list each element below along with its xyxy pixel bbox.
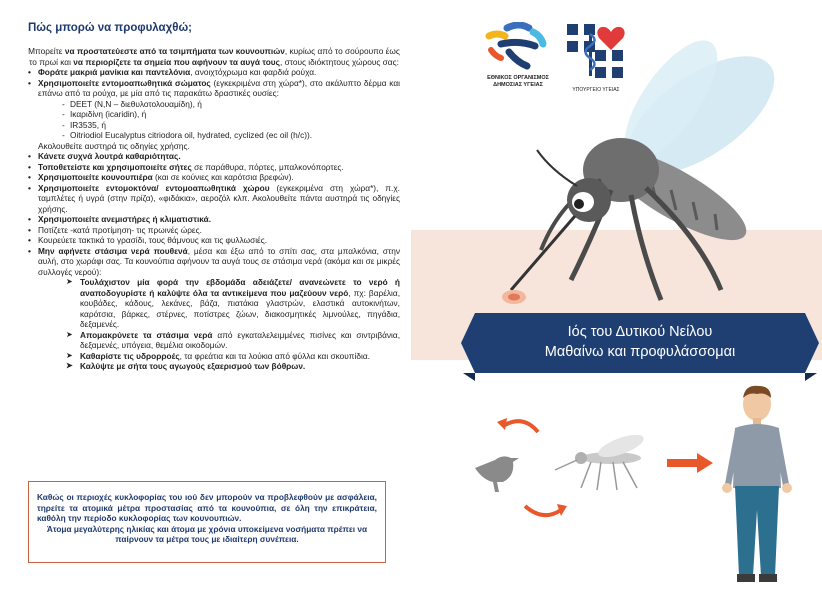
substance-item: - Ικαριδίνη (icaridin), ή: [70, 109, 400, 120]
water-item: [80, 330, 400, 351]
list-item: • Κάνετε συχνά λουτρά καθαριότητας.: [38, 151, 400, 162]
intro-t1: Μπορείτε: [28, 46, 65, 56]
ministry-logo-label: ΥΠΟΥΡΓΕΙΟ ΥΓΕΙΑΣ: [572, 87, 620, 93]
list-item: [38, 172, 400, 183]
mosquito-illustration: [471, 20, 791, 310]
banner-fold-right: [805, 373, 817, 381]
banner-title: Ιός του Δυτικού Νείλου: [567, 324, 713, 340]
s2-bold: Απομακρύνετε τα στάσιμα νερά: [80, 329, 213, 340]
body-text: [28, 46, 400, 372]
substance-item: - IR3535, ή: [70, 120, 400, 131]
s3-rest: , τα φρεάτια και τα λούκια από φύλλα και σκουπίδια.: [179, 350, 370, 361]
b4-bold: Τοποθετείστε και χρησιμοποιείτε σήτες: [38, 161, 192, 172]
list-item: • Χρησιμοποιείτε ανεμιστήρες ή κλιματιστικά.: [38, 214, 400, 225]
arrow-icon: [521, 500, 571, 522]
intro-t3: , κυρίως από το σούρουπο έως το πρωί και: [29, 46, 400, 67]
substances-list: [38, 99, 400, 141]
b2-follow: Ακολουθείτε αυστηρά τις οδηγίες χρήσης.: [38, 140, 190, 151]
s1-rest: , πχ: βαρέλια, κουβάδες, κάδους, λεκάνες, βάζα, πιατάκια γλαστρών, ελαστικά αυτοκινήτων, καρότσια, βάρκες, στέρνες, ποτίστρες ζώων, διακοσμητικές λιμνούλες, πηγάδια, δεξαμενές.: [80, 287, 400, 329]
b10-rest: , μέσα και έξω από το σπίτι σας, στα μπαλκόνια, στην αυλή, στο χωράφι σας. Τα κουνούπια αφήνουν τα αυγά τους σε στάσιμα νερά (ακόμα και σε μικρές συλλογές νερού):: [38, 245, 400, 277]
list-item: [38, 183, 400, 215]
note-p2: Άτομα μεγαλύτερης ηλικίας και άτομα με χρόνια υποκείμενα νοσήματα πρέπει να παίρνουν τα μέτρα τους με ιδιαίτερη συνέπεια.: [46, 523, 368, 544]
list-item: • Κουρεύετε τακτικά το γρασίδι, τους θάμνους και τις φυλλωσιές.: [38, 235, 400, 246]
b1-bold: Φοράτε μακριά μανίκια και παντελόνια: [38, 67, 191, 77]
title-banner: [475, 313, 805, 373]
person-illustration: [717, 380, 797, 585]
list-item: [38, 78, 400, 152]
list-item: [38, 162, 400, 173]
arrow-icon: [493, 412, 543, 442]
water-item: [80, 351, 400, 362]
right-panel: [411, 0, 822, 595]
water-measures-list: [28, 277, 400, 372]
measures-list: [28, 67, 400, 277]
intro-t4: να περιορίζετε τα σημεία που αφήνουν τα αυγά τους: [73, 56, 280, 67]
b4-rest: σε παράθυρα, πόρτες, μπαλκονόπορτες.: [191, 161, 344, 172]
section-heading: Πώς μπορώ να προφυλαχθώ;: [28, 22, 192, 34]
b6-rest: (εγκεκριμένα στη χώρα*), π.χ. ταμπλέτες ή υγρά (στην πρίζα), «φιδάκια», αεροζόλ κλπ. Ακολουθείτε πάντα αυστηρά τις οδηγίες χρήσης.: [38, 182, 400, 214]
intro-t2: να προστατεύεστε από τα τσιμπήματα των κουνουπιών: [64, 46, 285, 56]
mosquito-icon: [551, 432, 661, 492]
arrow-icon: [665, 453, 715, 473]
b2-bold: Χρησιμοποιείτε εντομοαπωθητικά σώματος: [38, 77, 211, 88]
b2-rest: (εγκεκριμένα στη χώρα*), στο ακάλυπτο δέρμα και επάνω από τα ρούχα, με μία από τις παρακάτω δραστικές ουσίες:: [38, 77, 400, 98]
list-item: [38, 67, 400, 78]
important-note-box: [28, 481, 386, 563]
b5-rest: (και σε κούνιες και καρότσια βρεφών).: [152, 172, 294, 182]
intro-t5: , στους ιδιόκτητους χώρους σας:: [279, 56, 399, 67]
b5-bold: Χρησιμοποιείτε κουνουπιέρα: [38, 172, 153, 182]
b10-bold: Μην αφήνετε στάσιμα νερά πουθενά: [38, 245, 188, 256]
list-item: [38, 246, 400, 278]
eody-logo-label-1: ΕΘΝΙΚΟΣ ΟΡΓΑΝΙΣΜΟΣ: [487, 75, 549, 81]
water-item: ➤ Καλύψτε με σήτα τους αγωγούς εξαερισμού των βόθρων.: [80, 361, 400, 372]
eody-logo-label-2: ΔΗΜΟΣΙΑΣ ΥΓΕΙΑΣ: [493, 81, 543, 88]
b1-rest: , ανοιχτόχρωμα και φαρδιά ρούχα.: [190, 67, 317, 77]
water-item: [80, 277, 400, 330]
s3-bold: Καθαρίστε τις υδρορροές: [80, 350, 180, 361]
s1-bold: Τουλάχιστον μία φορά την εβδομάδα αδειάζετε/ ανανεώνετε το νερό ή αναποδογυρίστε ή καλύψτε όλα τα αντικείμενα που μαζεύουν νερό: [80, 277, 400, 298]
b6-bold: Χρησιμοποιείτε εντομοκτόνα/ εντομοαπωθητικά χώρου: [38, 182, 270, 193]
intro-paragraph: [28, 46, 400, 67]
substance-item: - DEET (N,N – διεθυλοτολουαμίδη), ή: [70, 99, 400, 110]
list-item: • Ποτίζετε -κατά προτίμηση- τις πρωινές ώρες.: [38, 225, 400, 236]
banner-subtitle: Μαθαίνω και προφυλάσσομαι: [544, 344, 736, 360]
note-p1: Καθώς οι περιοχές κυκλοφορίας του ιού δεν μπορούν να προβλεφθούν με ασφάλεια, τηρείτε τα ατομικά μέτρα προστασίας από τα κουνούπια, σε όλη την επικράτεια, καθόλη την περίοδο κυκλοφορίας των κουνουπιών.: [37, 492, 377, 523]
substance-item: - Oitriodiol Eucalyptus citriodora oil, hydrated, cyclized (ec oil (h/c)).: [70, 130, 400, 141]
bite-mark-icon: [499, 288, 529, 306]
s2-rest: από εγκαταλελειμμένες πισίνες και σιντριβάνια, δεξαμενές, υπόγεια, θεμέλια οικοδομών.: [80, 329, 400, 350]
banner-fold-left: [463, 373, 475, 381]
bird-icon: [469, 446, 525, 496]
